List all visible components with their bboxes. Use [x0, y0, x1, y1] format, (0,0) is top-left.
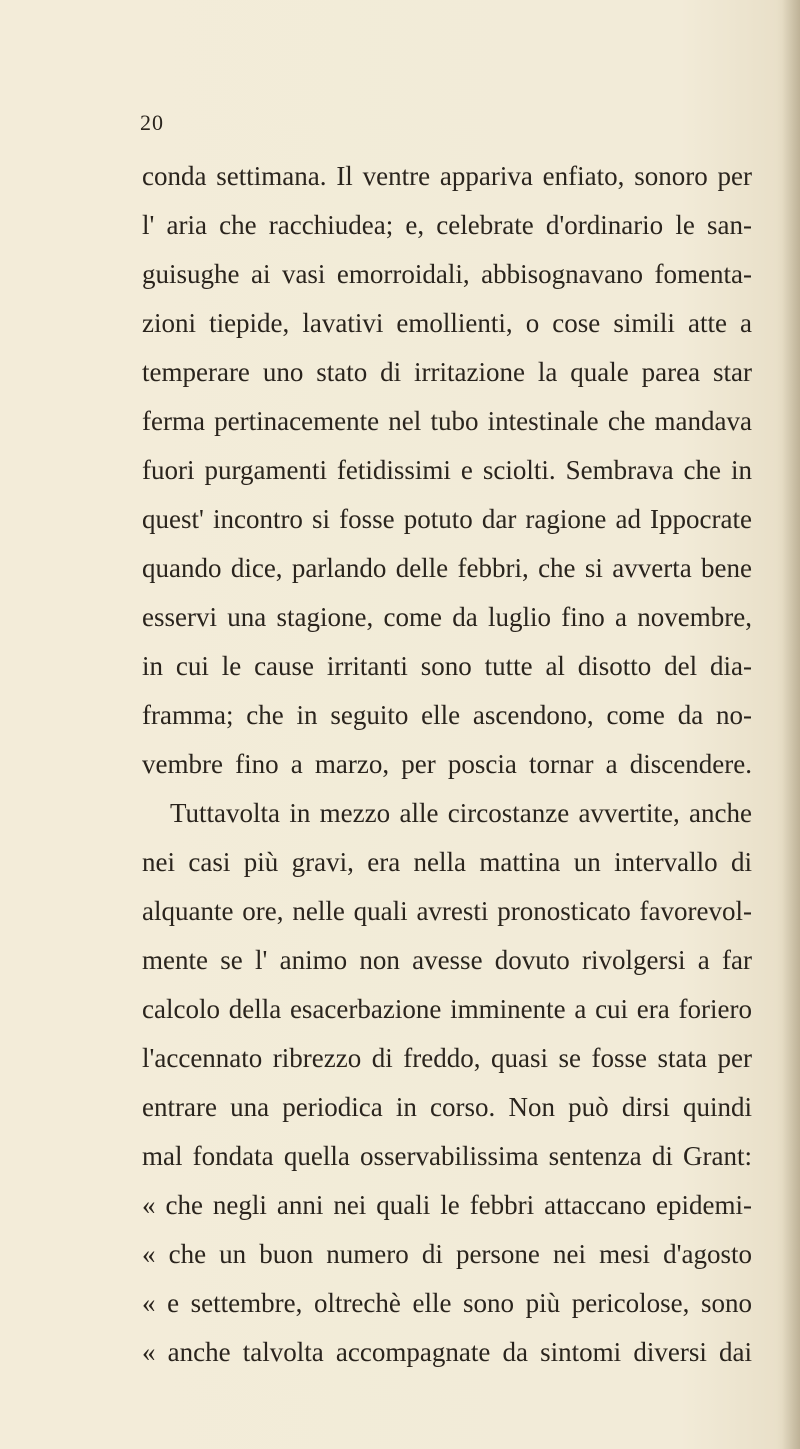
text-line-7: fuori purgamenti fetidissimi e sciolti. Sembrava che in [142, 455, 752, 485]
text-line-17: mente se l' animo non avesse dovuto rivolgersi a far [142, 945, 752, 975]
text-line-14: Tuttavolta in mezzo alle circostanze avvertite, anche [170, 798, 752, 828]
text-line-23: « che un buon numero di persone nei mesi d'agosto [142, 1239, 752, 1269]
text-line-20: entrare una periodica in corso. Non può dirsi quindi [142, 1092, 752, 1122]
text-line-9: quando dice, parlando delle febbri, che si avverta bene [142, 553, 752, 583]
text-line-4: zioni tiepide, lavativi emollienti, o cose simili atte a [142, 308, 752, 338]
text-line-15: nei casi più gravi, era nella mattina un intervallo di [142, 847, 752, 877]
page-text [142, 152, 752, 1377]
text-line-21: mal fondata quella osservabilissima sentenza di Grant: [142, 1141, 752, 1171]
text-line-1: conda settimana. Il ventre appariva enfiato, sonoro per [142, 161, 752, 191]
text-line-13: vembre fino a marzo, per poscia tornar a discendere. [142, 749, 752, 779]
text-line-19: l'accennato ribrezzo di freddo, quasi se fosse stata per [142, 1043, 752, 1073]
page-edge-shadow [782, 0, 800, 1449]
text-line-24: « e settembre, oltrechè elle sono più pericolose, sono [142, 1288, 752, 1318]
page-number: 20 [140, 110, 164, 135]
text-line-8: quest' incontro si fosse potuto dar ragione ad Ippocrate [142, 504, 752, 534]
text-line-11: in cui le cause irritanti sono tutte al disotto del dia- [142, 651, 752, 681]
text-line-3: guisughe ai vasi emorroidali, abbisognavano fomenta- [142, 259, 752, 289]
text-line-6: ferma pertinacemente nel tubo intestinale che mandava [142, 406, 752, 436]
text-line-22: « che negli anni nei quali le febbri attaccano epidemi- [142, 1190, 752, 1220]
text-line-16: alquante ore, nelle quali avresti pronosticato favorevol- [142, 896, 752, 926]
text-line-10: esservi una stagione, come da luglio fino a novembre, [142, 602, 752, 632]
text-line-12: framma; che in seguito elle ascendono, come da no- [142, 700, 752, 730]
text-line-18: calcolo della esacerbazione imminente a cui era foriero [142, 994, 752, 1024]
text-line-5: temperare uno stato di irritazione la quale parea star [142, 357, 752, 387]
text-line-25: « anche talvolta accompagnate da sintomi diversi dai [142, 1337, 752, 1367]
text-line-2: l' aria che racchiudea; e, celebrate d'ordinario le san- [142, 210, 752, 240]
